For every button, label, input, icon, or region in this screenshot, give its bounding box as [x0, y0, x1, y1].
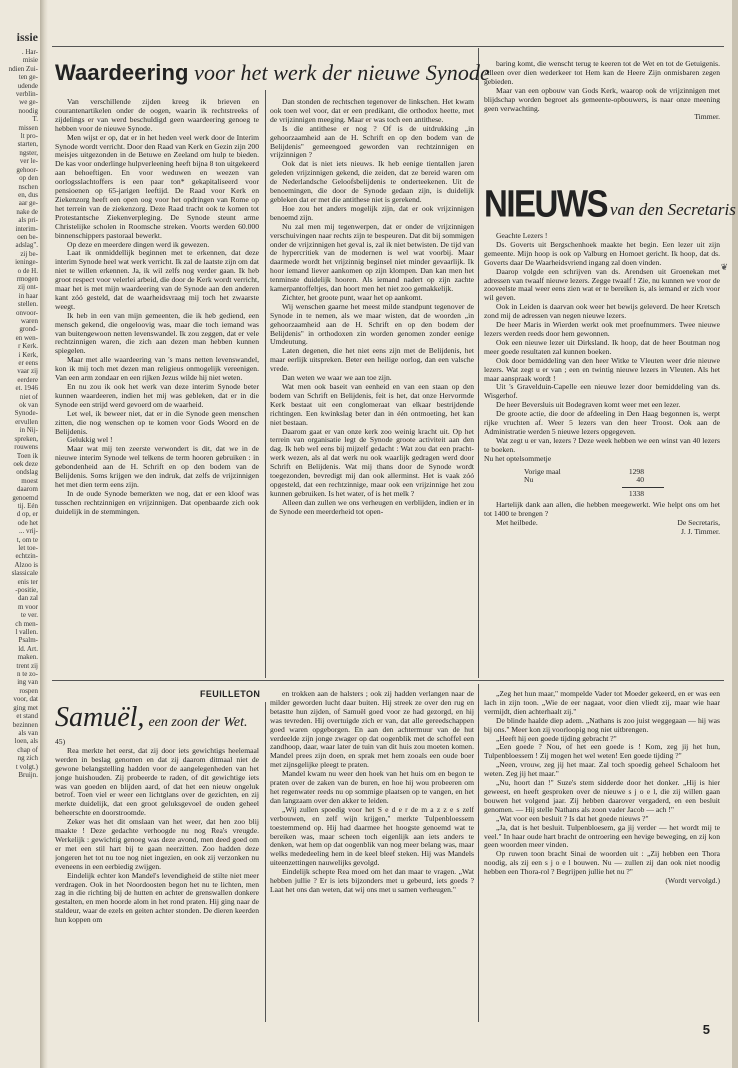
feuilleton-paragraph: Mandel kwam nu weer den hoek van het huis om en begon te praten over de zaken van de buren, en hoe hij wou probeeren om het regenwater reeds nu op sommige plaatsen op te vangen, en het dan langzaam over den akker te leiden. [270, 769, 474, 805]
previous-page-line: udende [17, 81, 38, 90]
previous-page-line: spreken, [14, 434, 38, 443]
feuilleton-column-3 [484, 690, 720, 1020]
nieuws-paragraph: Ds. Goverts uit Bergschenhoek maakte het begin. Een lezer uit zijn gemeente. Mijn hoop is ook op Valburg en Homoet gericht. Ik hoop, dat ds. Goverts daar De Waarheidsvriend ingang zal doen vinden. [484, 239, 720, 267]
previous-page-line: ing van [17, 678, 38, 687]
nieuws-paragraph: Ook een nieuwe lezer uit Dirksland. Ik hoop, dat de heer Boutman nog meer goede resultaten zal kunnen boeken. [484, 337, 720, 356]
nieuws-closing: Hartelijk dank aan allen, die hebben meegewerkt. Wie helpt ons om het tot 1400 te brengen ? [484, 500, 720, 519]
previous-page-line: tij. Eén [17, 501, 38, 510]
previous-page-line: ndien Zui- [8, 64, 38, 73]
feuilleton-paragraph: „Wat voor een besluit ? Is dat het goede nieuws ?" [496, 813, 649, 823]
article-title [55, 60, 490, 86]
previous-page-heading: issie [16, 30, 38, 44]
previous-page-line: en wen- [15, 333, 38, 342]
previous-page-line: als van [18, 728, 38, 737]
article-paragraph: Is die antithese er nog ? Of is de uitdrukking „in gehoorzaamheid aan de H. Schrift en op den bodem van de Belijdenis" gemeengoed geworden van rechtzinnigen en vrijzinnigen ? [270, 123, 474, 160]
totals-label: Nu [524, 475, 534, 485]
previous-page-line: trent zij [16, 661, 38, 670]
continued-note: (Wordt vervolgd.) [665, 876, 720, 886]
nieuws-greet: Met heilbede. [496, 518, 538, 528]
article-paragraph: Men wijst er op, dat er in het heden veel werk door de Interim Synode wordt verricht. Door den Raad van Kerk en Gezin zijn 200 meisjes uitgezonden in de Betuwe en Zeeland om hulp te bieden. De kas voor onderlinge hulpverleening heeft bijna 8 ton uitgekeerd aan behoeftigen. En voor weduwen en weezen van oorlogsslachtoffers is een paar ton* gekapitaliseerd voor pensioenen op 65-jarigen leeftijd. De Raad voor Kerk en Ziekenzorg heeft een open oog voor het opdringen van Rome op het terrein van de ziekenzorg. Deze Raad tracht ook te komen tot Protestantsche Ziekenverpleging. De Synode steunt arme Christelijke scholen in Roomsche streken. Voorts werden 60.000 binnenschippers pastoraal bewerkt. [55, 132, 259, 240]
nieuws-subtitle: van den Secretaris [610, 200, 736, 219]
article-signature: Timmer. [694, 112, 720, 122]
previous-page-line: loen, als [14, 737, 38, 746]
article-paragraph: Laat ik onmiddellijk beginnen met te erkennen, dat deze interim Synode heel wat werk verricht. Ik zal de laatste zijn om dat niet te willen erkennen. Ja, ik wil zelfs nog verder gaan. Ik heb groot respect voor velerlei arbeid, die door de Kerk wordt verricht, maar het is met mijn waardeering van de Synode aan den anderen kant zóó gesteld, dat de waarheidsvraag mij toch het zwaarste weegt. [55, 248, 259, 311]
article-paragraph: Van verschillende zijden kreeg ik brieven en courantenartikelen onder de oogen, waarin ik rechtstreeks of zijdelings er van werd beschuldigd geen waardeering genoeg te hebben voor de nieuwe Synode. [55, 98, 259, 133]
article-paragraph: Nu zal men mij tegenwerpen, dat er onder de vrijzinnigen verschuivingen naar rechts zijn te bespeuren. Dat dit bij sommigen onder de vrijzinnigen het geval is, zal ik niet betwisten. De tijd van de hypercritiek van de modernen is wel wat voorbij. Maar daarmede wordt het vrijzinnig beginsel niet minder gevaarlijk. Ik hoor iemand liever aankomen op zijn klompen. Dan kan men het tenminste duidelijk hooren. Als iemand nadert op zijn zachte kamerpantoffeltjes, dan hoort men het niet zoo gemakkelijk. [270, 221, 474, 294]
previous-page-line: t, om te [16, 535, 38, 544]
previous-page-line: dan zal [17, 594, 38, 603]
previous-page-line: waren [20, 317, 38, 325]
article-paragraph: baring komt, die wenscht terug te keeren tot de Wet en tot de Getuigenis. Alleen over dien wederkeer tot Hem kan de Heere Zijn onmisbaren zegen gebieden. [484, 60, 720, 86]
previous-page-line: nake de [16, 207, 38, 216]
previous-page-line: Alzoo is [14, 560, 38, 569]
feuilleton-paragraph: en trokken aan de halsters ; ook zij hadden verlangen naar de milder geworden lucht daar buiten. Hij streek ze over den rug en betastte hun zijden, of Samuël goed voor ze had gezorgd, en hij was tevreden. Hij overtuigde zich er van, dat alle gereedschappen goed waren opgeborgen. En aan den achtermuur van de hut verdeelde zijn jonge zwager op dat oogenblik met de schoffel een zandhoop, daar, waar later de tuin van dit huis zou moeten komen. Mandel prees zijn doen, en sprak met hem zooals een oude boer met zijnsgelijke pleegt te praten. [270, 690, 474, 770]
article-title-bold: Waardeering [55, 60, 189, 85]
nieuws-heading [484, 182, 736, 225]
page-gutter [40, 0, 48, 1068]
feuilleton-paragraph: Zeker was het dit omslaan van het weer, dat hen zoo blij maakte ! Deze gedachte verhoogde nu nog Rea's vreugde. Werkelijk : gewichtig genoeg was deze avond, men deed goed om er met een stil hart bij te gaan neerzitten. Zoo hadden deze jongeren het tot nu toe nog niet ingezien, en ook zij verzonken nu eveneens in een eerbiedig zwijgen. [55, 817, 259, 871]
nieuws-paragraph: De heer Beversluis uit Bodegraven komt weer met een lezer. [496, 400, 681, 410]
article-paragraph: Zichter, het groote punt, waar het op aankomt. [282, 292, 423, 302]
previous-page-line: m voor [17, 602, 38, 611]
article-paragraph: Daarom gaat er van onze kerk zoo weinig kracht uit. Op het terrein van organisatie legt de Synode groote activiteit aan den dag. Ik heb weI eens bij mijzelf gedacht : Wat zou dat een pracht-werk wezen, als al dat werk nu ook waarlijk gedragen werd door Schrift en Belijdenis. Wat mij thans door de Synode wordt toegezonden, bevredigt mij dan ook allerminst. Het is vaak zóó opgesteld, dat een rechtzinnige, maar ook een vrijzinnige het zou kunnen gebruiken. Is het water, of is het melk ? [270, 426, 474, 498]
previous-page-line: rospen [19, 686, 38, 695]
totals-rule [622, 487, 664, 488]
previous-page-line: o de H. [17, 266, 38, 275]
article-paragraph: Alleen dan zullen we ons verheugen en verblijden, indien er in de Synode een meerderheid tot open- [270, 497, 474, 516]
previous-page-line: echtzin- [15, 552, 38, 561]
article-paragraph: Hoe zou het anders mogelijk zijn, dat er ook vrijzinnigen benoemd zijn. [270, 203, 474, 222]
previous-page-line: et stand [16, 712, 38, 721]
feuilleton-paragraph: Eindelijk echter kon Mandel's levendigheid de stilte niet meer verdragen. Ook in het Noordoosten begon het nu te lichten, men zag in die richting bij de hutten en achter de grenswallen donkere gestalten, en men hoorde alom in het rond praten. Hij ging naar de staldeur, waar de ezels en geiten achter stonden. De dieren keerden hun koppen om [55, 870, 259, 925]
nieuws-paragraphs [484, 241, 720, 455]
nieuws-sig-role: De Secretaris, [677, 518, 720, 528]
totals-row [494, 468, 644, 477]
previous-page-line: t volgt.) [15, 762, 38, 771]
previous-page-line: ode het [17, 518, 38, 527]
article-paragraph: Laten degenen, die het niet eens zijn met de Belijdenis, het maar eerlijk uitspreken. Beter een heilige oorlog, dan een valsche vrede. [270, 346, 474, 374]
previous-page-line: grond- [19, 325, 38, 334]
feuilleton-title-sub: een zoon der Wet. [148, 715, 248, 730]
previous-page-line: ld. Art. [18, 644, 38, 653]
article-paragraph: Wat men ook baseit van eenheid en van een staan op den bodem van Schrift en Belijdenis, feit is het, dat onze Hervormde Kerk bestaat uit een conglomeraat van elkaar bestrijdende richtingen. Een kwinkslag beter dan in één ontmoeting, het kan niet bestaan. [270, 382, 474, 427]
previous-page-line: -positie, [15, 586, 38, 594]
previous-page-line: verblin- [15, 90, 38, 99]
article-paragraph: Maar van een opbouw van Gods Kerk, waarop ook de vrijzinnigen met blijdschap worden begroet als gemeente-opbouwers, is naar onze meening geen verwachting. [484, 85, 720, 113]
previous-page-line: en, dus [18, 190, 38, 199]
nieuws-paragraph: Daarop volgde een schrijven van ds. Arendsen uit Groenekan met adressen van twaalf nieuwe lezers. Zegge twaalf ! Zie, nu kunnen we voor de zooveelste maal weer eens zien wat er te bereiken is, als iemand er zich voor wil geven. [484, 266, 720, 303]
feuilleton-column-1 [55, 738, 259, 1023]
top-rule [52, 46, 724, 47]
previous-page-line: op den [19, 174, 38, 183]
feuilleton-number: 45) [55, 738, 66, 746]
article-paragraph: Maar wat mij ten zeerste verwondert is dit, dat we in de nieuwe interim Synode wel telkens de term hooren gebruiken : in gebondenheid aan de H. Schrift en op den bodem van de Belijdenis. Soms krijgen we den indruk, dat zelfs de vrijzinnigen het met dien term eens zijn. [55, 444, 259, 489]
margin-ornament-icon: ❦ [720, 262, 728, 272]
previous-page-line: stellen. [17, 300, 38, 309]
previous-page-line: onvoor- [15, 308, 38, 317]
previous-page-line: r Kerk. [18, 342, 38, 351]
previous-page-line: rmogen [16, 274, 38, 283]
previous-page-line: te ver. [20, 611, 38, 620]
previous-page-line: ervullen [15, 417, 38, 426]
article-paragraph: Ook dat is niet iets nieuws. Ik heb eenige tientallen jaren geleden vrijzinnigen gekend, die zeiden, dat ze bereid waren om de Nederlandsche Geloofsbelijdenis te onderteekenen. Uit de benoemingen, die door de Synode gedaan zijn, is duidelijk gebleken dat er met die antithese niet is gerekend. [270, 159, 474, 204]
previous-page-line: zij be- [20, 249, 38, 258]
previous-page-line: nschen [18, 182, 38, 191]
previous-page-line: T. [32, 115, 38, 124]
previous-page-line: misie [22, 56, 38, 65]
previous-page-lines [0, 48, 38, 779]
previous-page-line: Psalm- [18, 636, 38, 645]
previous-page-line: genoemd [12, 493, 38, 502]
feuilleton-paragraph: „Neen, vrouw, zeg jij het maar. Zal toch spoedig geheel Schaloom het weten. Zeg jij het maar." [484, 760, 720, 779]
nieuws-greeting: Geachte Lezers ! [496, 232, 548, 240]
previous-page-line: l vallen. [15, 628, 38, 637]
previous-page-line: d op, er [16, 510, 38, 519]
previous-page-line: oek deze [13, 459, 38, 468]
totals-row [494, 476, 644, 485]
previous-page-line: ten ge- [18, 73, 38, 82]
column-divider [265, 702, 266, 1022]
feuilleton-paragraph: „Nu, hoort dan !" Suze's stem sidderde door het donker. „Hij is hier geweest, en heeft gesproken over de nieuwe s j o e l, die zij willen gaan bouwen het volgend jaar. Zij hebben daarover vergaderd, en een besluit genomen. — Hij stelle Nathans als zoon vader Jacob — ach !" [484, 778, 720, 814]
previous-page-line: er eens [18, 359, 38, 368]
feuilleton-paragraph: De blinde haalde diep adem. „Nathans is zoo juist weggegaan — hij was bij ons." Meer kon zij voorloopig nog niet uitbrengen. [484, 715, 720, 734]
article-paragraph: Maar met alle waardeering van 's mans netten levenswandel, kon ik mij toch met dezen man religieus onmogelijk vereenigen. Van een arm zondaar en een rijken Jezus wilde hij niet weten. [55, 355, 259, 383]
totals-label: Vorige maal [524, 466, 561, 476]
feuilleton-paragraph: „Ja, dat is het besluit. Tulpenbloesem, ga jij verder — het wordt mij te veel." In haar oude hart bracht de ontroering een hevige beweging, en zij kon geen woorden meer vinden. [484, 822, 720, 850]
previous-page-line: eerdere [17, 375, 38, 384]
article-title-italic: voor het werk der nieuwe Synode [194, 60, 490, 85]
previous-page-line: in Nij- [19, 426, 38, 435]
previous-page-line: enis ter [17, 577, 38, 586]
article-paragraph: En nu zou ik ook het werk van deze interim Synode beter kunnen waardeeren, indien het mij was gebleken, dat er in die Synode een strijd werd gevoerd om de waarheid. [55, 382, 259, 409]
article-column-3-text [484, 60, 720, 113]
previous-page-line: vaar zij [17, 367, 38, 376]
previous-page-line: noodig [18, 106, 38, 115]
previous-page-line: missen [18, 123, 38, 132]
previous-page-line: ondslag [16, 468, 38, 477]
previous-page-line: niet of [19, 392, 38, 401]
feuilleton-paragraph: „Heeft hij een goede tijding gebracht ?" [496, 733, 617, 743]
article-column-1 [55, 98, 259, 676]
previous-page-line: Bruijn. [18, 770, 38, 779]
article-column-2 [270, 98, 474, 676]
article-paragraph: Dan weten we waar we aan toe zijn. [282, 373, 392, 383]
previous-page-line: et. 1946 [15, 384, 38, 393]
column-divider [265, 90, 266, 678]
feuilleton-paragraph: „Zeg het hun maar," mompelde Vader tot Moeder gekeerd, en er was een lach in zijn toon. „Wie de eer nagaat, voor dien vliedt zij, maar wie haar vermijdt, dien achterhaalt zij." [484, 690, 720, 716]
previous-page-line: we ge- [19, 98, 38, 107]
totals-value: 1298 [628, 466, 644, 476]
previous-page-line: Toen ik [16, 451, 38, 460]
feuilleton-label: FEUILLETON [200, 689, 261, 699]
previous-page-line: in haar [18, 291, 38, 300]
column-divider [478, 48, 479, 678]
previous-page-line: chap of [17, 745, 38, 754]
nieuws-paragraph: Ook door bemiddeling van den heer Witke te Vleuten weer drie nieuwe lezers. Wat zegt u er van ; een en twintig nieuwe lezers in Vleuten. Als het maar aanspraak wordt ! [484, 355, 720, 383]
article-column-3 [484, 60, 720, 180]
previous-page-line: ch men- [15, 619, 38, 628]
nieuws-sig-name: J. J. Timmer. [680, 527, 720, 536]
column-divider [478, 684, 479, 1022]
previous-page-line: voor, dat [13, 695, 38, 704]
nieuws-paragraph: Wat zegt u er van, lezers ? Deze week hebben we een winst van 40 lezers te boeken. [484, 435, 720, 454]
previous-page-line: . Har- [21, 48, 38, 56]
previous-page-line: ok van [19, 401, 38, 410]
previous-page-line: ngster, [19, 148, 38, 157]
feuilleton-title [55, 702, 247, 734]
feuilleton-column-1-text [55, 747, 259, 925]
previous-page-line: ng zich [17, 754, 38, 763]
feuilleton-column-2 [270, 690, 474, 1023]
previous-page-line: let toe- [18, 543, 38, 552]
previous-page-line: lt pro- [20, 132, 38, 141]
previous-page-line: rouwens [14, 443, 38, 452]
article-paragraph: Let wel, ik beweer niet, dat er in die Synode geen menschen zitten, die nog wenschen op te komen voor Gods Woord en de Belijdenis. [55, 408, 259, 436]
totals-value: 40 [636, 475, 644, 485]
previous-page-line: starten, [17, 140, 38, 149]
previous-page-line: maken. [17, 653, 38, 662]
previous-page-line: bezinnen [12, 720, 38, 729]
feuilleton-title-main: Samuël, [55, 702, 145, 733]
previous-page-line: Synode- [14, 409, 38, 418]
previous-page-line: moest [21, 476, 38, 485]
previous-page-line: als pri- [18, 216, 38, 225]
page-number: 5 [702, 1022, 710, 1037]
feuilleton-paragraph: Eindelijk schepte Rea moed om het dan maar te vragen. „Wat hebben jullie ? Er is iets bijzonders met u gebeurd, iets goeds ? Laat het ons dan weten, dat wij ons met u samen verheugen." [270, 867, 474, 894]
previous-page-line: oen be- [17, 232, 38, 241]
feuilleton-paragraph: Op ruwen toon bracht Sinai de woorden uit : „Zij hebben een Thora noodig, als zij een s j o e l bouwen. Nu — zullen zij dan ook niet noodig hebben een Thora-rol ? Begrijpen jullie het nu ?" [484, 849, 720, 877]
nieuws-paragraph: Uit 's Gravelduin-Capelle een nieuwe lezer door bemiddeling van ds. Wisgerhof. [484, 382, 720, 401]
totals-sum-row [494, 490, 644, 499]
nieuws-paragraph: Ook in Leiden is daarvan ook weer het bewijs geleverd. De heer Kretsch zond mij de adressen van negen nieuwe lezers. [484, 302, 720, 321]
article-paragraph: Ik heb in een van mijn gemeenten, die ik heb gediend, een mensch gekend, die ongeloovig was, maar die toch iemand was van buitengewoon netten levenswandel. Ik zou zeggen, dat er vele rechtzinnigen waren, die zich aan dezen man hebben kunnen spiegelen. [55, 310, 259, 356]
feuilleton-paragraph: Rea merkte het eerst, dat zij door iets gewichtigs heelemaal werden in beslag genomen en dat zij daarom ditmaal niet de gewone belangstelling hadden voor de aangelegenheden van het jonge huishouden. Zij probeerde te raden, of dit gewichtige iets was van goeden en blijden aard, of dat het een nieuw ongeluk betrof. Toen viel er weer een lichtglans over de gezichten, en zij merkte duidelijk, dat een groot geluksgevoel de ouden geheel beheerschte en doorstroomde. [55, 745, 259, 818]
totals-table [494, 468, 720, 500]
nieuws-column [484, 232, 720, 678]
previous-page-line: slassicale [11, 569, 38, 578]
previous-page-line: ieninge- [15, 258, 38, 267]
article-paragraph: Dan stonden de rechtschen tegenover de linkschen. Het kwam ook toen wel voor, dat er een predikant, die orthodox heette, met de vrijzinnigen meeging. Maar er was toch een antithese. [270, 98, 474, 124]
previous-page-line: ver le- [19, 157, 38, 166]
nieuws-paragraph: De heer Maris in Wierden werkt ook met proefnummers. Twee nieuwe lezers werden reeds door hem gewonnen. [484, 320, 720, 338]
previous-page-line: interim- [15, 224, 38, 233]
previous-page-line: ging met [13, 703, 38, 712]
previous-page-line: gehoor- [16, 165, 38, 174]
previous-page-line: zij ont- [17, 283, 38, 292]
nieuws-title: NIEUWS [484, 182, 607, 225]
totals-sum: 1338 [628, 489, 644, 499]
previous-page-line: daarom [17, 485, 38, 494]
previous-page-line: i Kerk, [18, 350, 38, 359]
section-rule [52, 680, 724, 681]
previous-page-line: n te zo- [17, 670, 38, 679]
totals-intro: Nu het optelsommetje [484, 453, 552, 463]
article-paragraph: In de oude Synode bemerkten we nog, dat er een kloof was tusschen rechtzinnigen en vrijzinnigen. Dat openbaarde zich ook duidelijk in de stemmingen. [55, 488, 259, 516]
previous-page-line: aar ge- [18, 199, 38, 208]
article-paragraph: Op deze en meerdere dingen werd ik gewezen. [67, 239, 210, 249]
nieuws-paragraph: De groote actie, die door de afdeeling in Den Haag begonnen is, werpt rijke vruchten af. Weer 5 lezers van den heer Troost. Ook aan de Administratie werden 5 nieuwe lezers opgegeven. [484, 409, 720, 436]
feuilleton-paragraph: „Een goede ? Nou, of het een goede is ! Kom, zeg jij het hun, Tulpenbloessem ! Zij mogen het wel weten! Een goede tijding ?" [484, 742, 720, 761]
feuilleton-paragraph: „Wij zullen spoedig voor het S e d e r de m a z z e s zelf verbouwen, en zelf wijn krijgen," merkte Tulpenbloessem toestemmend op. Hij had daarmee het hoogste genoemd wat te bereiken was, maar scheen toch eigenlijk aan iets anders te denken, wat hem op dat oogenblik van nog meer belang was, maar welks mededeeling hem in de keel bleef steken. Hij was Mandels uiteenzettingen nauwelijks gevolgd. [270, 804, 474, 868]
previous-page-line: adslag". [15, 241, 38, 250]
previous-page-line: ... vrij- [18, 527, 38, 536]
previous-page-column [0, 30, 38, 1060]
page-edge [732, 0, 738, 1068]
article-paragraph: Gelukkig wel ! [67, 435, 113, 445]
article-paragraph: Wij wenschen gaarne het meest milde standpunt tegenover de Synode in te nemen, als we maar wisten, dat de woorden „in gehoorzaamheid aan de H. Schrift en op den bodem der Belijdenis" in orthodoxen zin worden genomen zonder eenige Umdeutung. [270, 301, 474, 347]
feuilleton-column-3-text [484, 690, 720, 877]
